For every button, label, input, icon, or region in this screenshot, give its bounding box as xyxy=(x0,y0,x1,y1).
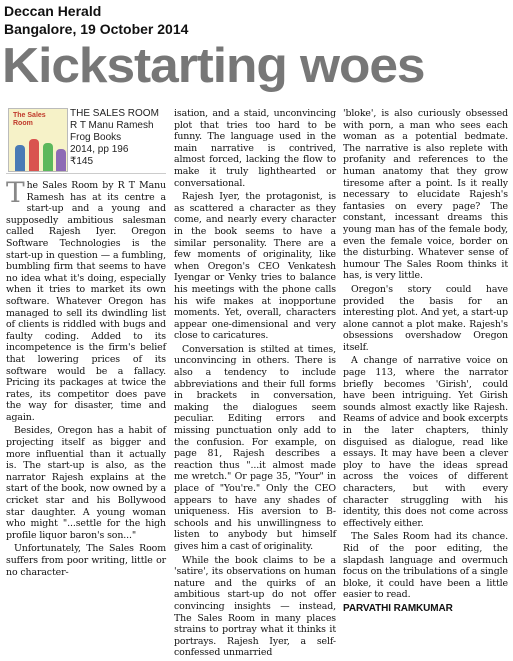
article-column-2 xyxy=(174,108,336,661)
paragraph: Unfortunately, The Sales Room suffers from poor writing, little or no character- xyxy=(6,543,166,578)
cover-figure xyxy=(15,145,25,171)
paragraph: A change of narrative voice on page 113, where the narrator briefly becomes 'Girish', could have been intriguing. Yet Girish sounds almost exactly like Rajesh. Reams of advice and book excerpts in the later chapters, thinly disguised as dialogue, read like essays. It may have been a clever ploy to have the ideas spread across the voices of different characters, but with every character struggling with his identity, this does not come across effectively either. xyxy=(343,355,508,529)
paragraph: Conversation is stilted at times, unconvincing in others. There is also a tendency to include abbreviations and their full forms in brackets in conversation, making the dialogues seem peculiar. Editing errors and missing punctuation only add to the confusion. For example, on page 81, Rajesh describes a reaction thus "...it almost made me wretch." Or page 35, "Your" in place of "You're." Only the CEO appears to have any shades of uniqueness. His aversion to B-schools and his unwillingness to listen to anybody but himself gives him a cast of originality. xyxy=(174,343,336,552)
book-publisher: Frog Books xyxy=(70,132,122,143)
book-cover-image xyxy=(8,108,68,172)
paragraph: While the book claims to be a 'satire', its observations on human nature and the quirks of an ambitious start-up do not offer convincing insights — instead, The Sales Room in many places strains to portray what it thinks it portrays. Rajesh Iyer, a self-confessed unmarried xyxy=(174,554,336,659)
book-edition: 2014, pp 196 xyxy=(70,144,129,155)
book-author: R T Manu Ramesh xyxy=(70,120,154,131)
paragraph: Besides, Oregon has a habit of projecting itself as bigger and more influential than it actually is. The start-up is also, as the narrator Rajesh explains at the start of the book, now owned by a cricket star and his Bollywood star daughter. A young woman who might "...settle for the high profile liquor baron's son..." xyxy=(6,425,166,541)
paragraph xyxy=(6,176,166,423)
dateline: Bangalore, 19 October 2014 xyxy=(4,21,189,37)
cover-figure xyxy=(29,139,39,171)
book-title: THE SALES ROOM xyxy=(70,108,159,119)
byline: PARVATHI RAMKUMAR xyxy=(343,602,453,614)
paragraph: isation, and a staid, unconvincing plot that tries too hard to be funny. The language used in the main narrative is contrived, almost forced, lacking the flow to make it truly lighthearted or conversational. xyxy=(174,108,336,189)
paragraph: 'bloke', is also curiously obsessed with porn, a man who sees each woman as a potential bedmate. The narrative is also replete with profanity and references to the human anatomy that they grow tiresome after a point. Is it really necessary to elucidate Rajesh's fantasies on every page? The constant, incessant dreams this young man has of the female body, even the female voice, border on the disturbing. Whatever sense of humour The Sales Room thinks it has, is very little. xyxy=(343,108,508,282)
paragraph: Rajesh Iyer, the protagonist, is as scattered a character as they come, and nearly every character in the book seems to have a similar personality. There are a few moments of originality, like when Oregon's CEO Venkatesh Iyengar or Venky tries to balance his meetings with the phone calls his wife makes at inopportune moments. Yet, overall, characters appear one-dimensional and very close to caricatures. xyxy=(174,191,336,342)
headline: Kickstarting woes xyxy=(2,39,425,93)
book-price: ₹145 xyxy=(70,156,94,167)
paragraph: The Sales Room had its chance. Rid of the poor editing, the slapdash language and overmuch focus on the tribulations of a single bloke, it could have been a little easier to read. xyxy=(343,531,508,601)
paragraph-text: he Sales Room by R T Manu Ramesh has at its centre a start-up and a young and supposedly ambitious salesman called Rajesh Iyer. Oregon Software Technologies is the start-up in question — a fumbling, bumbling firm that seems to have no idea what it's doing, especially when it tries to market its own software. Whatever Oregon has managed to sell its dwindling list of clients is riddled with bugs and faulty coding. Added to its incompetence is the firm's belief that lowering prices of its software would be a fallacy. Pricing its packages at twice the rates, its competitor does pave the way for disaster, time and again. xyxy=(6,180,166,423)
cover-title: The Sales Room xyxy=(13,112,46,127)
book-info xyxy=(70,108,159,168)
cover-figure xyxy=(43,143,53,171)
article-column-3 xyxy=(343,108,508,615)
publication-name: Deccan Herald xyxy=(4,3,102,19)
article-column-1 xyxy=(6,176,166,580)
masthead xyxy=(4,2,188,38)
drop-cap: T xyxy=(6,176,25,209)
paragraph: Oregon's story could have provided the basis for an interesting plot. And yet, a start-up alone cannot a plot make. Rajesh's obsessions overshadow Oregon itself. xyxy=(343,283,508,353)
divider xyxy=(6,173,166,174)
cover-figure xyxy=(56,149,66,171)
